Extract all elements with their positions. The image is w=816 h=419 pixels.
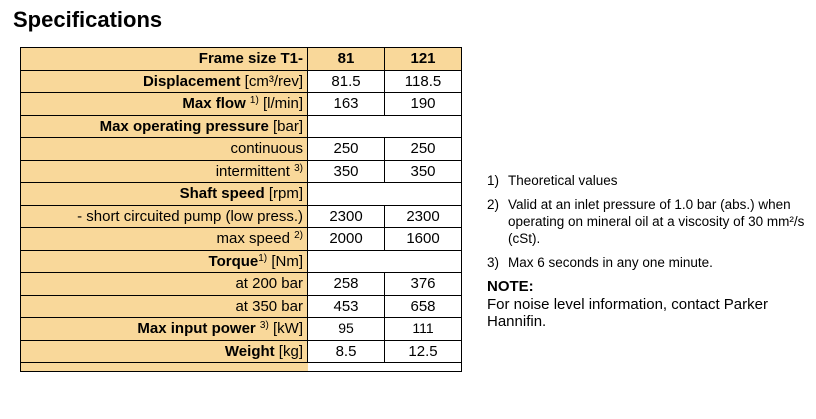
row-label: at 200 bar: [21, 273, 308, 296]
cell-81: [308, 183, 462, 206]
page-title: Specifications: [13, 7, 163, 32]
footnote-text: Valid at an inlet pressure of 1.0 bar (abs.) when operating on mineral oil at a viscosity of 30 mm²/s (cSt).: [508, 197, 805, 246]
cell-121: 250: [385, 138, 462, 161]
table-row: [21, 340, 462, 363]
cell-81: 2000: [308, 228, 385, 251]
cell-121: 2300: [385, 205, 462, 228]
cell-81: 8.5: [308, 340, 385, 363]
table-row: [21, 93, 462, 116]
cell-121: 12.5: [385, 340, 462, 363]
cell-121: 111: [385, 318, 462, 341]
cell-121: 118.5: [385, 70, 462, 93]
table-row: [21, 115, 462, 138]
row-label: Max input power $^{3)}$ [kW]: [21, 318, 308, 341]
cell-81: 453: [308, 295, 385, 318]
cell-81: 2300: [308, 205, 385, 228]
note-heading: NOTE:: [487, 278, 534, 295]
row-label: Displacement [cm³/rev]: [21, 70, 308, 93]
footnote: [487, 196, 807, 247]
table-row: [21, 295, 462, 318]
cell-81: 258: [308, 273, 385, 296]
table-row: [21, 160, 462, 183]
table-bottom-spacer: [21, 363, 462, 372]
cell-121: 190: [385, 93, 462, 116]
table-row: [21, 138, 462, 161]
footnote: [487, 254, 807, 271]
table-row: [21, 228, 462, 251]
footnote-number: 1): [487, 173, 500, 188]
footnote: [487, 172, 807, 189]
table-row: [21, 205, 462, 228]
row-label: - short circuited pump (low press.): [21, 205, 308, 228]
row-label: Torque$^{1)}$ [Nm]: [21, 250, 308, 273]
row-label: Max flow $^{1)}$ [l/min]: [21, 93, 308, 116]
table-row: [21, 70, 462, 93]
frame-81-header: 81: [308, 48, 385, 71]
table-row: [21, 273, 462, 296]
cell-121: 350: [385, 160, 462, 183]
footnote-number: 2): [487, 197, 500, 212]
cell-121: 1600: [385, 228, 462, 251]
specifications-table: [20, 47, 462, 372]
row-label: continuous: [21, 138, 308, 161]
note-body: For noise level information, contact Parker Hannifin.: [487, 296, 768, 330]
cell-81: 250: [308, 138, 385, 161]
cell-81: [308, 115, 462, 138]
cell-81: 163: [308, 93, 385, 116]
cell-121: 658: [385, 295, 462, 318]
cell-81: 350: [308, 160, 385, 183]
table-row: [21, 183, 462, 206]
row-label: Max operating pressure [bar]: [21, 115, 308, 138]
cell-81: 81.5: [308, 70, 385, 93]
footnote-text: Theoretical values: [508, 173, 618, 188]
footnote-number: 3): [487, 255, 500, 270]
table-row: [21, 318, 462, 341]
cell-81: 95: [308, 318, 385, 341]
row-label: intermittent $^{3)}$: [21, 160, 308, 183]
table-row: [21, 250, 462, 273]
row-label: Shaft speed [rpm]: [21, 183, 308, 206]
cell-121: 376: [385, 273, 462, 296]
spacer-cell: [21, 363, 308, 372]
table-header-row: [21, 48, 462, 71]
row-label: max speed $^{2)}$: [21, 228, 308, 251]
frame-121-header: 121: [385, 48, 462, 71]
row-label: at 350 bar: [21, 295, 308, 318]
frame-size-label: Frame size T1-: [21, 48, 308, 71]
spacer-cell: [308, 363, 462, 372]
cell-81: [308, 250, 462, 273]
footnotes: [487, 172, 807, 330]
footnote-text: Max 6 seconds in any one minute.: [508, 255, 713, 270]
row-label: Weight [kg]: [21, 340, 308, 363]
